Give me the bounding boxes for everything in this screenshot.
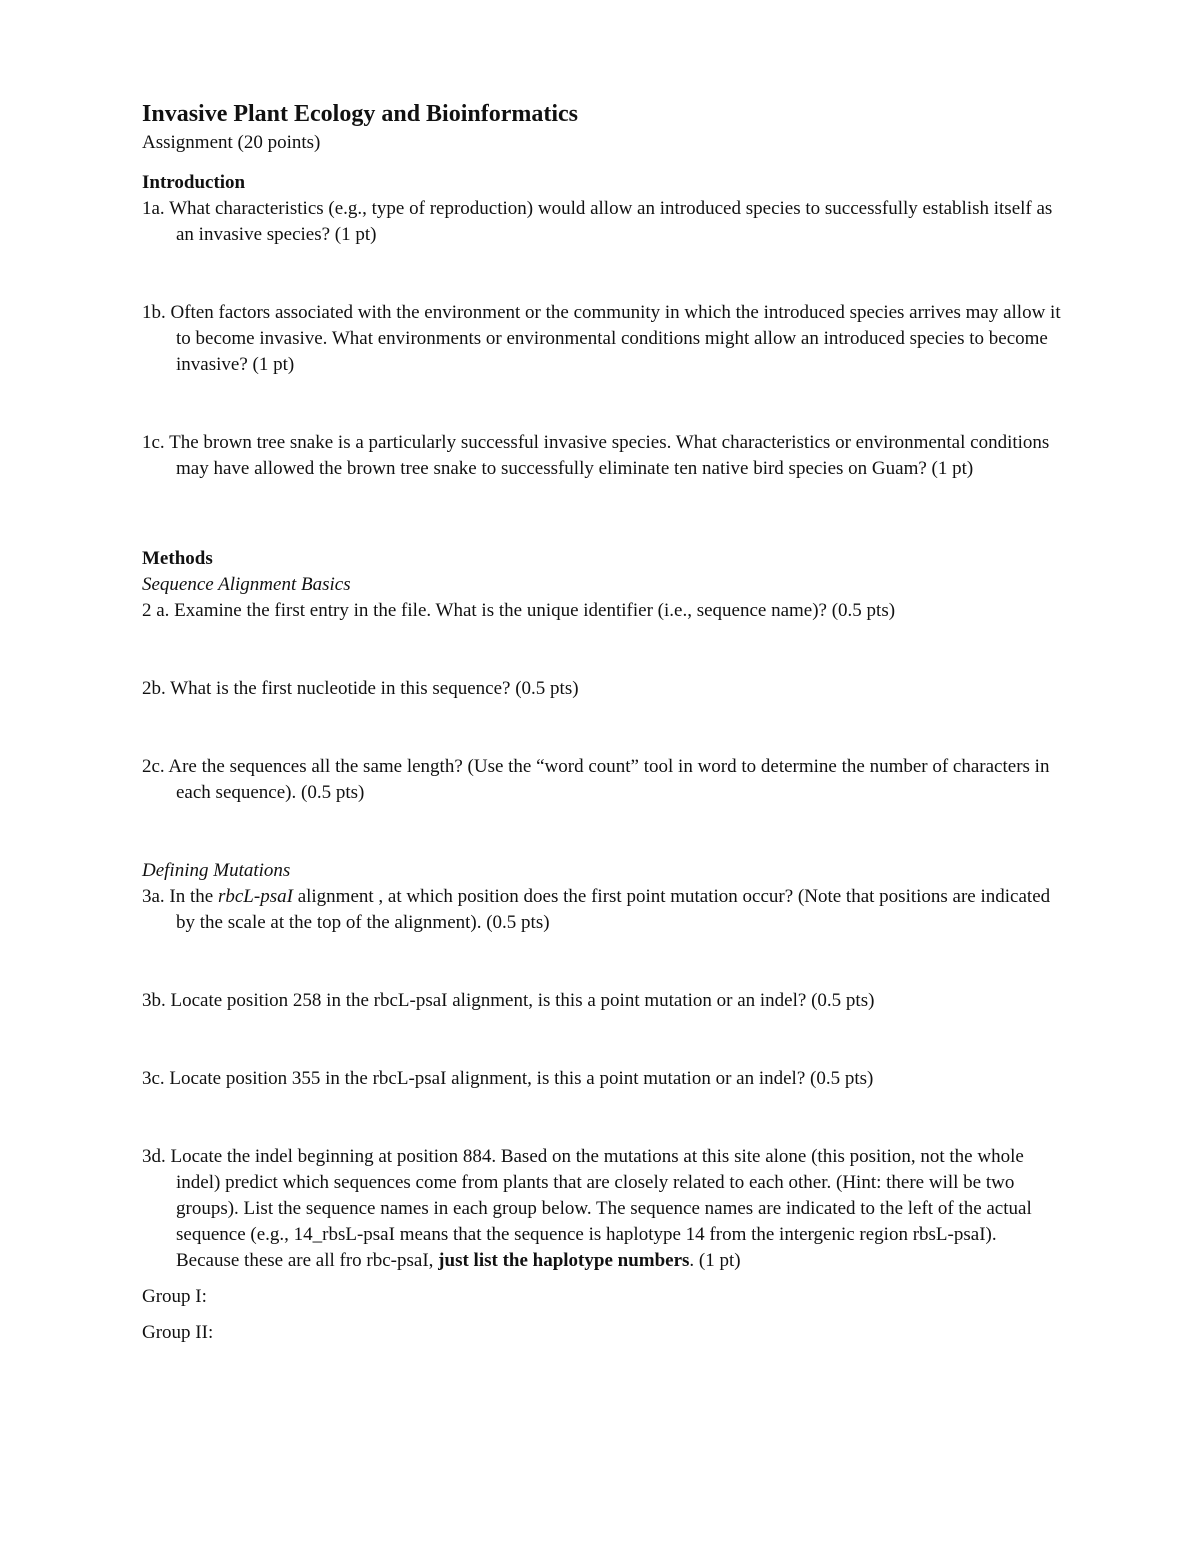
question-1b: 1b. Often factors associated with the environment or the community in which the introduced species arrives may allow it to become invasive. What environments or environmental conditions might allow an introduced species to become invasive? (1 pt) — [142, 302, 1061, 375]
question-2a: 2 a. Examine the first entry in the file. What is the unique identifier (i.e., sequence name)? (0.5 pts) — [142, 600, 896, 621]
question-3a — [142, 884, 1062, 936]
group-1-label: Group I: — [142, 1286, 207, 1307]
question-2c: 2c. Are the sequences all the same length? (Use the “word count” tool in word to determine the number of characters in each sequence). (0.5 pts) — [142, 756, 1050, 803]
question-3d-prefix: 3d. Locate the indel beginning at position 884. Based on the mutations at this site alone (this position, not the whole indel) predict which sequences come from plants that are closely related to each other. (Hint: there will be two groups). List the sequence names in each group below. The sequence names are indicated to the left of the actual sequence (e.g., 14_rbsL-psaI means that the sequence is haplotype 14 from the intergenic region rbsL-psaI). Because these are all fro rbc-psaI, — [142, 1146, 1032, 1271]
question-3d — [142, 1144, 1062, 1274]
question-1a: 1a. What characteristics (e.g., type of reproduction) would allow an introduced species to successfully establish itself as an invasive species? (1 pt) — [142, 198, 1053, 245]
answer-space — [142, 482, 1062, 546]
methods-heading: Methods — [142, 548, 213, 569]
alignment-basics-subheading: Sequence Alignment Basics — [142, 574, 351, 595]
document-subtitle: Assignment (20 points) — [142, 132, 321, 153]
question-3a-suffix: alignment , at which position does the first point mutation occur? (Note that positions are indicated by the scale at the top of the alignment). (0.5 pts) — [176, 886, 1051, 933]
document-title: Invasive Plant Ecology and Bioinformatics — [142, 101, 579, 127]
group-2-label: Group II: — [142, 1322, 214, 1343]
question-2b: 2b. What is the first nucleotide in this sequence? (0.5 pts) — [142, 678, 579, 699]
defining-mutations-subheading: Defining Mutations — [142, 860, 291, 881]
question-3b: 3b. Locate position 258 in the rbcL-psaI alignment, is this a point mutation or an indel? (0.5 pts) — [142, 990, 875, 1011]
answer-space — [142, 1014, 1062, 1066]
answer-space — [142, 806, 1062, 858]
question-3d-emphasis: just list the haplotype numbers — [438, 1250, 690, 1271]
answer-space — [142, 702, 1062, 754]
answer-space — [142, 378, 1062, 430]
question-3a-prefix: 3a. In the — [142, 886, 218, 907]
question-3d-suffix: . (1 pt) — [689, 1250, 741, 1271]
answer-space — [142, 1092, 1062, 1144]
answer-space — [142, 936, 1062, 988]
question-3c: 3c. Locate position 355 in the rbcL-psaI alignment, is this a point mutation or an indel? (0.5 pts) — [142, 1068, 874, 1089]
document-page — [142, 98, 1062, 1346]
question-1c: 1c. The brown tree snake is a particularly successful invasive species. What characteristics or environmental conditions may have allowed the brown tree snake to successfully eliminate ten native bird species on Guam? (1 pt) — [142, 432, 1050, 479]
introduction-heading: Introduction — [142, 172, 246, 193]
answer-space — [142, 248, 1062, 300]
answer-space — [142, 624, 1062, 676]
question-3a-alignment-name: rbcL-psaI — [217, 886, 293, 907]
